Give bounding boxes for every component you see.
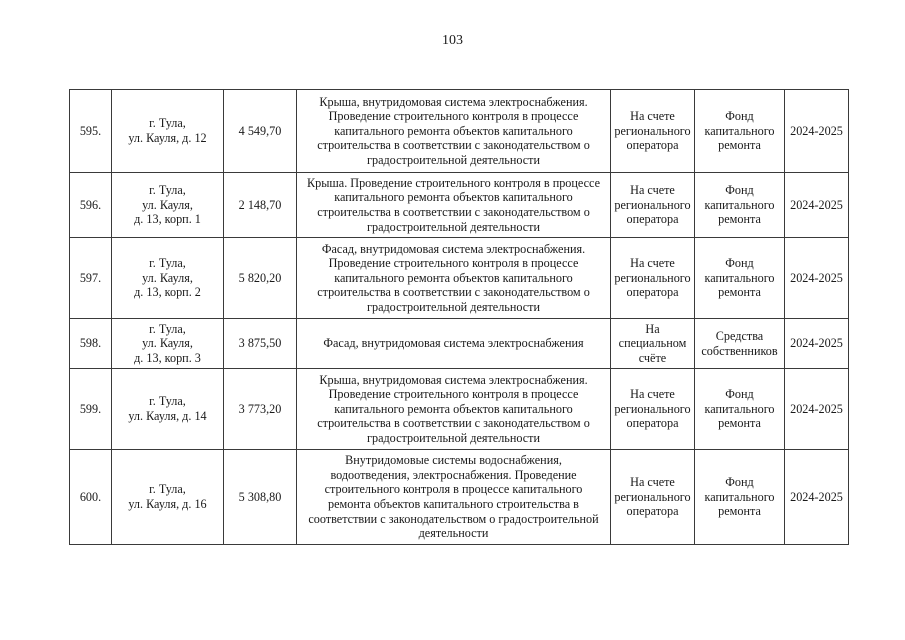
account-line: На счете (630, 256, 675, 271)
address-line: ул. Кауля, (142, 270, 193, 285)
source-line: ремонта (718, 504, 761, 519)
work-line: капитального ремонта объектов капитального (334, 401, 573, 416)
row-number: 599. (70, 369, 112, 450)
table-row (70, 319, 849, 369)
source-line: Фонд (725, 475, 754, 490)
account-line: регионального (614, 401, 691, 416)
address-line: ул. Кауля, д. 14 (128, 409, 207, 423)
account-cell (611, 369, 695, 450)
account-cell (611, 319, 695, 369)
source-cell (695, 90, 785, 173)
table-row (70, 369, 849, 450)
address-line: г. Тула, (149, 482, 186, 497)
source-line: собственников (701, 343, 778, 358)
source-line: Фонд (725, 109, 754, 124)
work-line: ремонта объектов капитального строительства в (328, 497, 579, 511)
account-line: регионального (614, 123, 691, 138)
page-number: 103 (442, 33, 463, 48)
work-cell (297, 450, 611, 545)
period-cell: 2024-2025 (785, 238, 849, 319)
work-line: градостроительной деятельности (366, 299, 541, 314)
period-cell: 2024-2025 (785, 173, 849, 238)
period-cell: 2024-2025 (785, 90, 849, 173)
account-cell (611, 238, 695, 319)
table-row (70, 90, 849, 173)
address-line: г. Тула, (149, 321, 186, 336)
source-cell (695, 173, 785, 238)
work-line: строительства в соответствии с законодательством о (317, 285, 590, 300)
cost-cell: 4 549,70 (224, 90, 297, 173)
account-cell (611, 173, 695, 238)
period-cell: 2024-2025 (785, 319, 849, 369)
address-line: г. Тула, (149, 183, 186, 198)
cost-cell: 2 148,70 (224, 173, 297, 238)
account-line: На счете (630, 109, 675, 124)
source-line: капитального (704, 489, 775, 504)
account-line: оператора (626, 212, 679, 227)
work-line: Проведение строительного контроля в процессе (328, 387, 579, 402)
work-line: Крыша. Проведение строительного контроля в процессе (306, 175, 601, 190)
address-line: ул. Кауля, (142, 197, 193, 212)
address-line: д. 13, корп. 1 (134, 212, 201, 227)
work-line: деятельности (418, 526, 489, 541)
source-line: ремонта (718, 285, 761, 300)
address-line: ул. Кауля, д. 16 (128, 497, 207, 511)
work-line: строительства в соответствии с законодательством о (317, 205, 590, 219)
work-line: Фасад, внутридомовая система электроснабжения (323, 336, 584, 351)
account-line: оператора (626, 285, 679, 300)
table-row (70, 450, 849, 545)
work-cell (297, 238, 611, 319)
address-cell (112, 173, 224, 238)
address-cell (112, 369, 224, 450)
cost-cell: 5 820,20 (224, 238, 297, 319)
cost-cell: 3 773,20 (224, 369, 297, 450)
address-cell (112, 90, 224, 173)
work-line: капитального ремонта объектов капитального (334, 190, 573, 205)
work-line: соответствии с законодательством о градостроительной (308, 511, 599, 526)
source-line: капитального (704, 401, 775, 416)
address-cell (112, 238, 224, 319)
cost-cell: 3 875,50 (224, 319, 297, 369)
source-line: капитального (704, 123, 775, 138)
account-cell (611, 90, 695, 173)
work-line: строительства в соответствии с законодательством о (317, 138, 590, 153)
account-line: оператора (626, 416, 679, 431)
account-cell (611, 450, 695, 545)
work-line: Внутридомовые системы водоснабжения, (345, 453, 562, 468)
address-line: г. Тула, (149, 256, 186, 271)
source-line: Фонд (725, 256, 754, 271)
account-line: счёте (638, 350, 667, 365)
account-line: специальном (618, 336, 687, 351)
work-line: капитального ремонта объектов капитального (334, 270, 573, 285)
work-line: строительства в соответствии с законодательством о (317, 416, 590, 431)
work-line: Крыша, внутридомовая система электроснабжения. (319, 372, 588, 387)
account-line: оператора (626, 138, 679, 153)
source-line: ремонта (718, 138, 761, 153)
row-number: 596. (70, 173, 112, 238)
work-line: Крыша, внутридомовая система электроснабжения. (319, 94, 588, 109)
source-line: Фонд (725, 183, 754, 198)
account-line: регионального (614, 197, 691, 212)
account-line: На счете (630, 475, 675, 490)
account-line: оператора (626, 504, 679, 519)
work-cell (297, 369, 611, 450)
address-line: ул. Кауля, д. 12 (128, 131, 207, 145)
account-line: регионального (614, 489, 691, 504)
work-line: градостроительной деятельности (366, 152, 541, 167)
work-line: Фасад, внутридомовая система электроснабжения. (321, 241, 586, 256)
address-line: д. 13, корп. 3 (134, 350, 201, 365)
work-line: градостроительной деятельности (366, 219, 541, 234)
table-row (70, 238, 849, 319)
work-line: капитального ремонта объектов капитального (334, 123, 573, 138)
work-cell (297, 173, 611, 238)
address-line: г. Тула, (149, 116, 186, 131)
address-line: ул. Кауля, (142, 336, 193, 351)
row-number: 600. (70, 450, 112, 545)
source-cell (695, 450, 785, 545)
source-line: ремонта (718, 416, 761, 431)
table-row (70, 173, 849, 238)
source-line: капитального (704, 270, 775, 285)
address-cell (112, 450, 224, 545)
work-line: градостроительной деятельности (366, 430, 541, 445)
address-line: д. 13, корп. 2 (134, 285, 201, 300)
period-cell: 2024-2025 (785, 450, 849, 545)
source-cell (695, 369, 785, 450)
address-cell (112, 319, 224, 369)
source-line: капитального (704, 197, 775, 212)
source-cell (695, 238, 785, 319)
account-line: регионального (614, 270, 691, 285)
row-number: 598. (70, 319, 112, 369)
work-line: Проведение строительного контроля в процессе (328, 256, 579, 271)
work-line: Проведение строительного контроля в процессе (328, 109, 579, 124)
work-cell (297, 319, 611, 369)
row-number: 597. (70, 238, 112, 319)
source-line: ремонта (718, 212, 761, 227)
cost-cell: 5 308,80 (224, 450, 297, 545)
source-line: Средства (715, 328, 764, 343)
source-line: Фонд (725, 387, 754, 402)
work-cell (297, 90, 611, 173)
repair-schedule-table (69, 89, 849, 545)
period-cell: 2024-2025 (785, 369, 849, 450)
account-line: На счете (630, 387, 675, 402)
account-line: На счете (630, 183, 675, 198)
work-line: строительного контроля в процессе капитального (324, 482, 583, 497)
address-line: г. Тула, (149, 394, 186, 409)
account-line: На (645, 321, 660, 336)
row-number: 595. (70, 90, 112, 173)
source-cell (695, 319, 785, 369)
work-line: водоотведения, электроснабжения. Проведение (330, 467, 577, 482)
